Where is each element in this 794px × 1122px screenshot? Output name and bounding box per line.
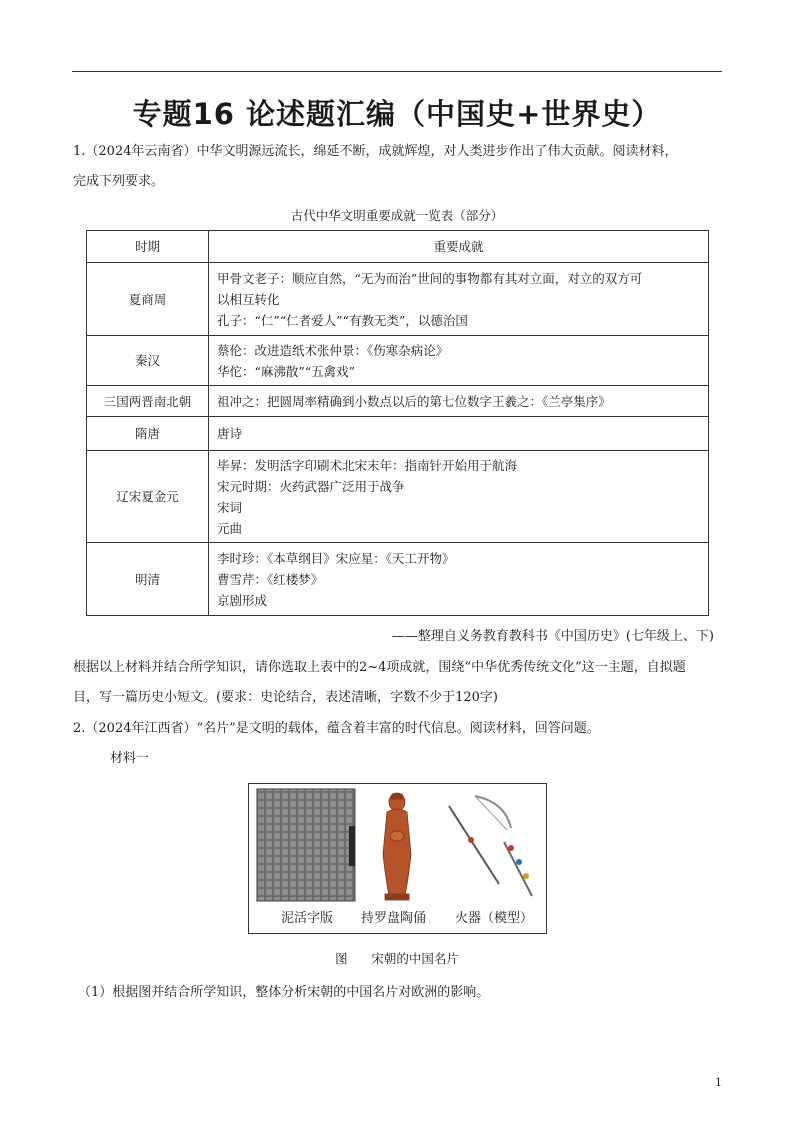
period-cell: 夏商周	[87, 263, 209, 336]
table-row	[87, 417, 709, 451]
q2-intro: 2.（2024年江西省）“名片”是文明的载体，蕴含着丰富的时代信息。阅读材料，回答问题。	[73, 721, 600, 736]
achievements-table	[86, 230, 709, 616]
table-caption: 古代中华文明重要成就一览表（部分）	[290, 208, 504, 223]
header-achievement: 重要成就	[209, 231, 709, 263]
firearms-model-image	[449, 796, 532, 896]
table-row	[87, 263, 709, 336]
material-label: 材料一	[110, 751, 150, 766]
achievement-line: 蔡伦：改进造纸术张仲景：《伤寒杂病论》	[217, 342, 449, 358]
achievement-line: 祖冲之：把圆周率精确到小数点以后的第七位数字王羲之：《兰亭集序》	[217, 393, 611, 409]
table-row	[87, 386, 709, 417]
period-cell: 秦汉	[87, 336, 209, 386]
song-dynasty-figure	[248, 783, 547, 934]
achievement-line: 毕昇：发明活字印刷术北宋末年：指南针开始用于航海	[217, 457, 518, 473]
header-rule	[72, 71, 722, 72]
period-cell: 明清	[87, 543, 209, 616]
period-cell: 辽宋夏金元	[87, 451, 209, 543]
figure-caption: 图 宋朝的中国名片	[335, 951, 459, 966]
achievement-line: 李时珍：《本草纲目》宋应星：《天工开物》	[217, 550, 455, 566]
page-title: 专题16 论述题汇编（中国史+世界史）	[132, 97, 662, 131]
achievement-line: 宋词	[217, 499, 243, 515]
clay-type-plate-image	[257, 789, 355, 901]
achievement-line: 曹雪芹：《红楼梦》	[217, 571, 324, 587]
period-cell: 三国两晋南北朝	[87, 386, 209, 417]
figure-label-figurine: 持罗盘陶俑	[361, 911, 427, 926]
q1-intro-line1: 1.（2024年云南省）中华文明源远流长，绵延不断，成就辉煌，对人类进步作出了伟大贡献。阅读材料，	[73, 144, 678, 159]
figure-label-firearms: 火器（模型）	[455, 911, 534, 926]
achievement-line: 唐诗	[217, 426, 243, 441]
achievement-cell	[209, 451, 709, 543]
q1-task	[73, 653, 723, 713]
achievement-line: 宋元时期：火药武器广泛用于战争	[217, 478, 405, 494]
table-row	[87, 543, 709, 616]
q1-task-line2: 目，写一篇历史小短文。(要求：史论结合，表述清晰，字数不少于120字)	[73, 690, 498, 705]
achievement-line: 以相互转化	[217, 291, 280, 307]
q1-intro-line2: 完成下列要求。	[73, 174, 165, 189]
achievement-line: 孔子：“仁”“仁者爱人”“有教无类”，以德治国	[217, 312, 468, 328]
achievement-cell	[209, 336, 709, 386]
table-row	[87, 451, 709, 543]
achievement-line: 京剧形成	[217, 592, 268, 608]
table-source: ——整理自义务教育教科书《中国历史》(七年级上、下)	[391, 629, 714, 644]
q1-task-line1: 根据以上材料并结合所学知识，请你选取上表中的2~4项成就，围绕“中华优秀传统文化”这一主题，自拟题	[73, 660, 686, 675]
figure-label-clay-type: 泥活字版	[281, 911, 334, 926]
table-row	[87, 336, 709, 386]
q1-intro	[73, 137, 723, 197]
achievement-cell	[209, 417, 709, 451]
achievement-cell	[209, 386, 709, 417]
achievement-cell	[209, 543, 709, 616]
header-period: 时期	[87, 231, 209, 263]
pottery-figurine-image	[383, 793, 411, 900]
q2-sub1: （1）根据图并结合所学知识，整体分析宋朝的中国名片对欧洲的影响。	[78, 985, 490, 1000]
page-number: 1	[715, 1076, 722, 1089]
achievement-cell	[209, 263, 709, 336]
period-cell: 隋唐	[87, 417, 209, 451]
achievement-line: 甲骨文老子：顺应自然，“无为而治”世间的事物都有其对立面，对立的双方可	[217, 270, 643, 286]
table-header-row	[87, 231, 709, 263]
achievement-line: 华佗：“麻沸散”“五禽戏”	[217, 363, 356, 379]
achievement-line: 元曲	[217, 520, 243, 536]
